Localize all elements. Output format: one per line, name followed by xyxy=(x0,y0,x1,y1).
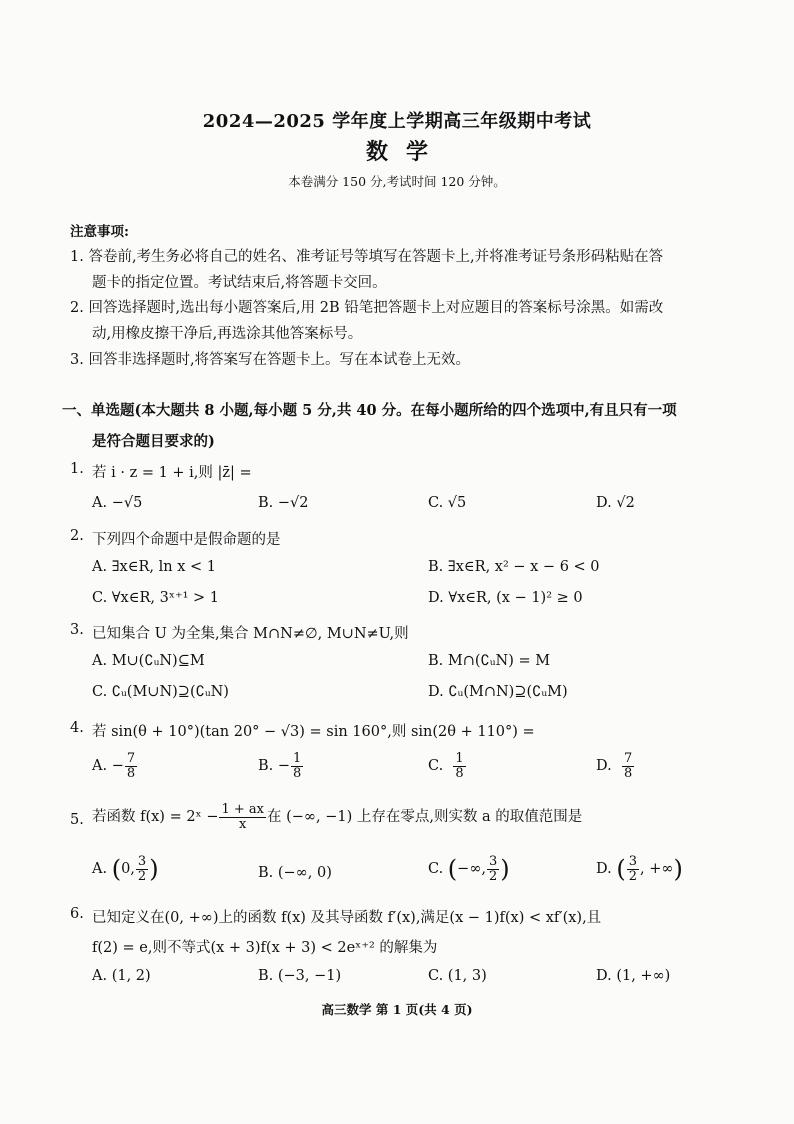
q6-option-b: B. (−3, −1) xyxy=(258,968,342,984)
q2-number: 2. xyxy=(70,528,84,544)
q4-a-label: A. − xyxy=(92,758,124,775)
q5-d-fraction xyxy=(627,855,639,883)
q4-option-d xyxy=(596,752,635,780)
q4-stem: 若 sin(θ + 10°)(tan 20° − √3) = sin 160°,则 sin(2θ + 110°) = xyxy=(92,724,535,740)
q3-option-c: C. ∁ᵤ(M∪N)⊇(∁ᵤN) xyxy=(92,684,229,700)
q1-option-b: B. −√2 xyxy=(258,495,309,511)
q5-stem-pre: 若函数 f(x) = 2ˣ − xyxy=(92,809,219,826)
numerator: 3 xyxy=(489,854,498,869)
q3-option-b: B. M∩(∁ᵤN) = M xyxy=(428,653,551,669)
q5-fraction xyxy=(219,803,266,831)
notes-heading: 注意事项: xyxy=(70,224,129,240)
numerator: 3 xyxy=(137,854,147,869)
q5-c-pre: −∞, xyxy=(457,861,487,878)
note-line: 动,用橡皮擦干净后,再选涂其他答案标号。 xyxy=(92,326,363,342)
q2-stem: 下列四个命题中是假命题的是 xyxy=(92,532,281,548)
q6-stem-line2: f(2) = e,则不等式(x + 3)f(x + 3) < 2eˣ⁺² 的解集为 xyxy=(92,940,438,956)
note-line: 2. 回答选择题时,选出每小题答案后,用 2B 铅笔把答题卡上对应题目的答案标号涂黑。如需改 xyxy=(70,300,664,316)
q4-b-fraction xyxy=(291,752,303,780)
q5-option-b: B. (−∞, 0) xyxy=(258,865,332,881)
q1-option-c: C. √5 xyxy=(428,495,467,511)
note-line: 题卡的指定位置。考试结束后,将答题卡交回。 xyxy=(92,275,387,291)
q5-stem-post: 在 (−∞, −1) 上存在零点,则实数 a 的取值范围是 xyxy=(266,809,583,826)
denominator: 2 xyxy=(489,868,498,884)
q5-option-c: C. (−∞, $\frac{3}{2}$ ) xyxy=(428,854,510,884)
q1-option-a: A. −√5 xyxy=(92,495,143,511)
note-line: 3. 回答非选择题时,将答案写在答题卡上。写在本试卷上无效。 xyxy=(70,352,471,368)
q4-c-fraction xyxy=(453,752,465,780)
q4-d-label: D. xyxy=(596,758,612,775)
denominator: 8 xyxy=(126,765,136,781)
q3-option-d: D. ∁ᵤ(M∩N)⊇(∁ᵤM) xyxy=(428,684,568,700)
section-heading-cont: 是符合题目要求的) xyxy=(92,433,215,450)
denominator: 8 xyxy=(455,765,464,781)
denominator: 8 xyxy=(293,765,302,781)
q4-a-fraction xyxy=(125,752,137,780)
exam-title: 2024—2025 学年度上学期高三年级期中考试 xyxy=(202,111,592,132)
q5-d-label: D. xyxy=(596,861,612,878)
q4-option-a xyxy=(92,752,138,780)
q4-d-fraction xyxy=(622,752,634,780)
subject-title: 数学 xyxy=(365,139,446,165)
q6-option-a: A. (1, 2) xyxy=(92,968,151,984)
q1-number: 1. xyxy=(70,461,84,477)
page-footer: 高三数学 第 1 页(共 4 页) xyxy=(321,1002,473,1017)
q5-option-d: D. ( $\frac{3}{2}$ , +∞) xyxy=(596,854,683,884)
q6-option-d: D. (1, +∞) xyxy=(596,968,671,984)
q4-option-b xyxy=(258,752,304,780)
q6-option-c: C. (1, 3) xyxy=(428,968,487,984)
denominator: 8 xyxy=(623,765,633,781)
q3-option-a: A. M∪(∁ᵤN)⊆M xyxy=(92,653,205,669)
numerator: 1 + ax xyxy=(221,802,264,817)
numerator: 7 xyxy=(623,751,633,766)
exam-subtitle: 本卷满分 150 分,考试时间 120 分钟。 xyxy=(288,174,506,189)
q2-option-a: A. ∃x∈R, ln x < 1 xyxy=(92,559,216,575)
q5-c-label: C. xyxy=(428,861,444,878)
q2-option-b: B. ∃x∈R, x² − x − 6 < 0 xyxy=(428,559,600,575)
q5-option-a: A. (0, $\frac{3}{2}$ ) xyxy=(92,854,159,884)
q5-a-fraction xyxy=(136,855,148,883)
q3-number: 3. xyxy=(70,622,84,638)
q4-b-label: B. − xyxy=(258,758,291,775)
q2-option-d: D. ∀x∈R, (x − 1)² ≥ 0 xyxy=(428,590,583,606)
q4-option-c xyxy=(428,752,467,780)
q3-stem: 已知集合 U 为全集,集合 M∩N≠∅, M∪N≠U,则 xyxy=(92,626,409,642)
denominator: 2 xyxy=(628,868,637,884)
note-line: 1. 答卷前,考生务必将自己的姓名、准考证号等填写在答题卡上,并将准考证号条形码粘贴在答 xyxy=(70,249,664,265)
q5-a-label: A. xyxy=(92,861,108,878)
q2-option-c: C. ∀x∈R, 3ˣ⁺¹ > 1 xyxy=(92,590,220,606)
numerator: 3 xyxy=(628,854,637,869)
q6-stem-line1: 已知定义在(0, +∞)上的函数 f(x) 及其导函数 f′(x),满足(x − 1)f(x) < xf′(x),且 xyxy=(92,910,602,926)
q5-d-post: , +∞ xyxy=(639,861,674,878)
q5-stem xyxy=(92,803,582,831)
q5-a-pre: 0, xyxy=(121,861,135,878)
q4-c-label: C. xyxy=(428,758,444,775)
q5-c-fraction xyxy=(487,855,499,883)
numerator: 1 xyxy=(293,751,302,766)
section-heading: 一、单选题(本大题共 8 小题,每小题 5 分,共 40 分。在每小题所给的四个选项中,有且只有一项 xyxy=(62,402,677,419)
q4-number: 4. xyxy=(70,720,84,736)
numerator: 1 xyxy=(455,751,464,766)
q1-stem: 若 i · z = 1 + i,则 |z̄| = xyxy=(92,465,252,481)
q6-number: 6. xyxy=(70,906,84,922)
denominator: x xyxy=(239,816,247,832)
q1-option-d: D. √2 xyxy=(596,495,635,511)
denominator: 2 xyxy=(137,868,147,884)
numerator: 7 xyxy=(126,751,136,766)
q5-number: 5. xyxy=(70,812,84,828)
